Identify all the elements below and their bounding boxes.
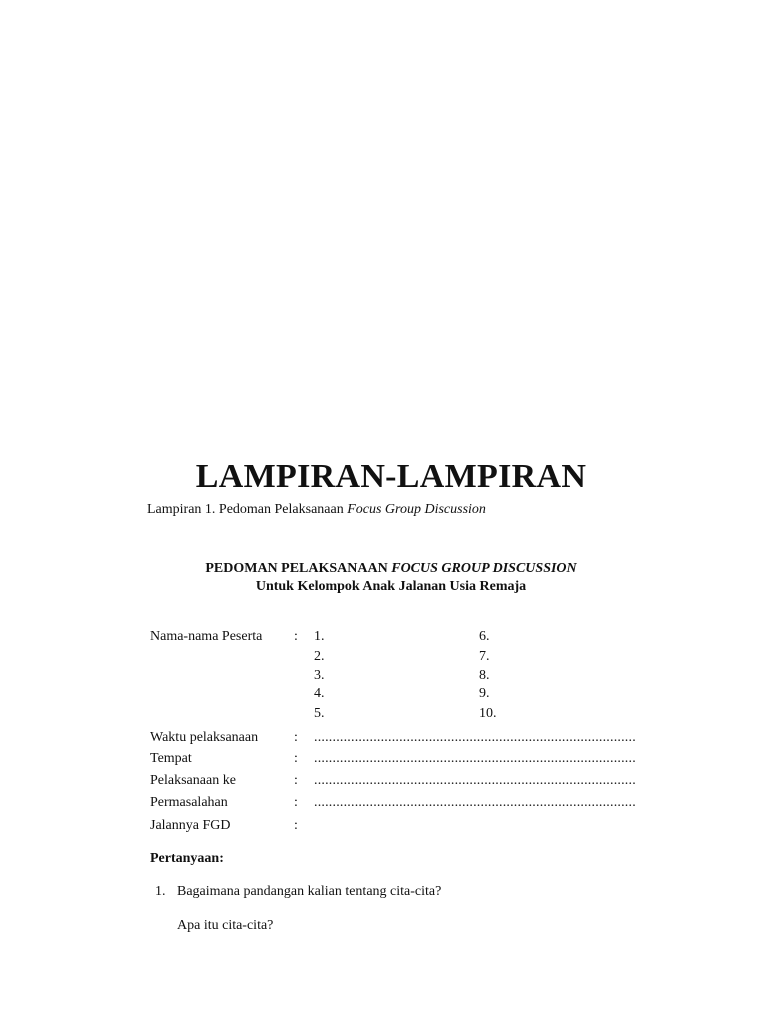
field-blank-waktu: ....................................................................................... (314, 730, 636, 745)
caption-italic: Focus Group Discussion (347, 502, 486, 517)
field-blank-permasalahan: ....................................................................................... (314, 795, 636, 810)
question-number: 1. (155, 884, 166, 899)
participant-number: 6. (479, 629, 490, 644)
participant-number: 2. (314, 649, 325, 664)
participant-number: 4. (314, 686, 325, 701)
heading-italic: FOCUS GROUP DISCUSSION (391, 561, 577, 576)
questions-heading: Pertanyaan: (150, 851, 224, 866)
participant-number: 1. (314, 629, 325, 644)
field-colon: : (294, 818, 298, 833)
field-blank-pelaksanaan: ....................................................................................... (314, 773, 636, 788)
document-heading (0, 561, 768, 577)
page-title: LAMPIRAN-LAMPIRAN (195, 458, 587, 495)
participants-colon: : (294, 629, 298, 644)
document-subheading: Untuk Kelompok Anak Jalanan Usia Remaja (255, 579, 527, 594)
field-colon: : (294, 730, 298, 745)
field-label-tempat: Tempat (150, 751, 192, 766)
question-text: Bagaimana pandangan kalian tentang cita-cita? (177, 884, 442, 899)
question-followup: Apa itu cita-cita? (177, 918, 274, 933)
field-label-waktu: Waktu pelaksanaan (150, 730, 259, 745)
caption-prefix: Lampiran 1. Pedoman Pelaksanaan (147, 502, 348, 517)
appendix-caption (147, 502, 486, 518)
field-label-permasalahan: Permasalahan (150, 795, 228, 810)
participant-number: 5. (314, 706, 325, 721)
participants-label: Nama-nama Peserta (150, 629, 263, 644)
field-colon: : (294, 773, 298, 788)
participant-number: 3. (314, 668, 325, 683)
heading-prefix: PEDOMAN PELAKSANAAN (205, 561, 392, 576)
field-blank-tempat: ....................................................................................... (314, 751, 636, 766)
field-colon: : (294, 751, 298, 766)
participant-number: 9. (479, 686, 490, 701)
participant-number: 10. (479, 706, 497, 721)
field-label-pelaksanaan: Pelaksanaan ke (150, 773, 236, 788)
field-label-jalannya: Jalannya FGD (150, 818, 231, 833)
participant-number: 7. (479, 649, 490, 664)
participant-number: 8. (479, 668, 490, 683)
field-colon: : (294, 795, 298, 810)
